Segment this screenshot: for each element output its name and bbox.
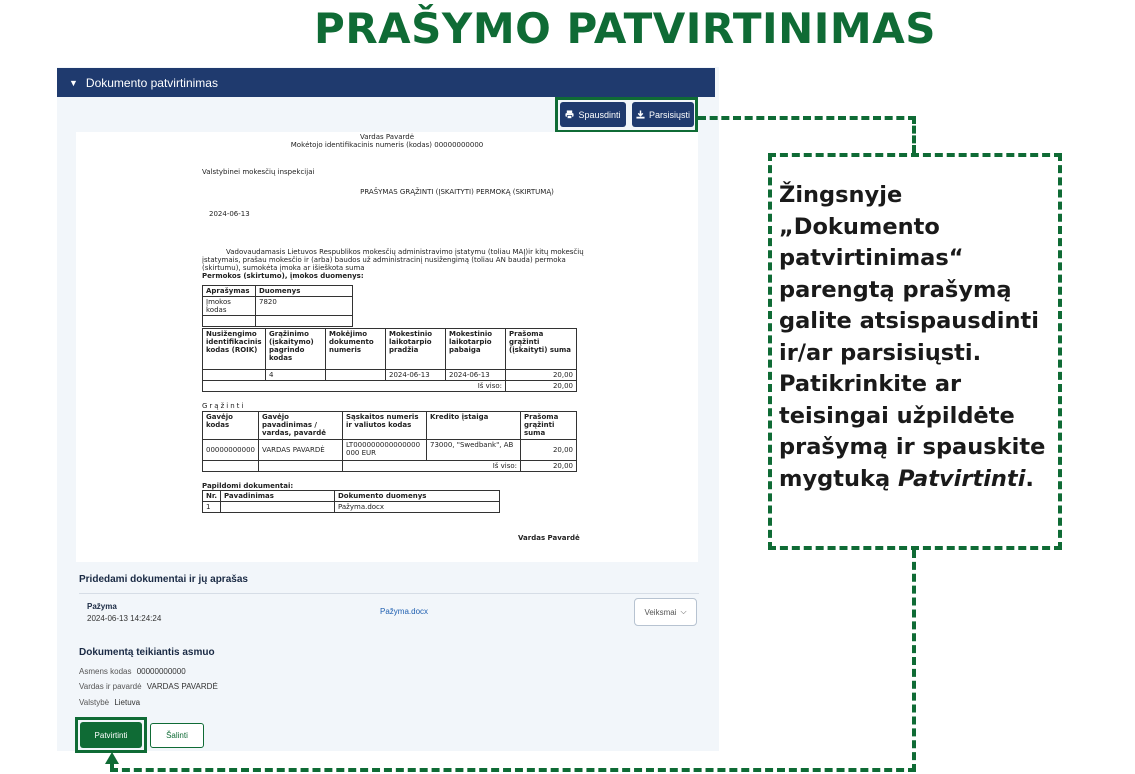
download-label: Parsisiųsti: [648, 109, 690, 120]
table-header: Mokėjimo dokumento numeris: [326, 329, 386, 370]
table-header: Duomenys: [256, 286, 353, 297]
callout-line: teisingai užpildėte: [779, 402, 1015, 429]
callout-text-part: .: [1025, 465, 1034, 492]
table-header: Nusižengimo identifikacinis kodas (ROIK): [203, 329, 266, 370]
table-cell: 1: [203, 502, 221, 513]
chevron-down-icon[interactable]: ▼: [69, 77, 78, 88]
panel-header[interactable]: [57, 68, 715, 97]
doc-body-line3: (skirtumu), sumokėta įmoka ar išieškota suma: [202, 264, 365, 272]
table-cell: [203, 370, 266, 381]
callout-emphasis: Patvirtinti: [897, 465, 1026, 492]
printer-icon: [565, 110, 574, 119]
doc-extra-docs-label: Papildomi dokumentai:: [202, 482, 294, 490]
table-header: Gavėjo kodas: [203, 412, 259, 440]
person-code-value: 00000000000: [136, 667, 186, 676]
table-cell: 20,00: [521, 440, 577, 461]
table-cell: 00000000000: [203, 440, 259, 461]
callout-line: ir/ar parsisiųsti.: [779, 339, 982, 366]
person-name-value: VARDAS PAVARDĖ: [146, 682, 218, 691]
person-code-label: Asmens kodas: [79, 667, 132, 676]
delete-button[interactable]: Šalinti: [150, 723, 204, 748]
callout-line: [779, 464, 1057, 496]
doc-body-line1: Vadovaudamasis Lietuvos Respublikos mokesčių administravimo įstatymu (toliau MAĮ)ir kitų mokesčių: [226, 248, 584, 256]
callout-line: Žingsnyje: [779, 182, 903, 208]
callout-text: [779, 180, 1057, 495]
connector-top-horizontal: [698, 116, 916, 120]
table-cell: 2024-06-13: [446, 370, 506, 381]
table-cell: 20,00: [506, 370, 577, 381]
person-code-row: [79, 667, 186, 676]
print-label: Spausdinti: [578, 109, 621, 120]
download-button[interactable]: [632, 102, 694, 127]
person-country-row: [79, 698, 140, 707]
callout-text-part: mygtuką: [779, 465, 898, 492]
table-cell: [256, 316, 353, 327]
person-country-label: Valstybė: [79, 698, 110, 707]
panel-header-label: Dokumento patvirtinimas: [85, 75, 218, 90]
table-cell: Pažyma.docx: [334, 502, 499, 513]
table-header: Mokestinio laikotarpio pabaiga: [446, 329, 506, 370]
doc-signature: Vardas Pavardė: [518, 534, 580, 542]
chevron-down-icon: ⌵: [680, 607, 687, 616]
overpayment-table: [202, 285, 353, 327]
total-value: 20,00: [521, 461, 577, 472]
print-button[interactable]: [560, 102, 626, 127]
doc-recipient: Valstybinei mokesčių inspekcijai: [202, 168, 315, 176]
table-cell: LT000000000000000 000 EUR: [343, 440, 427, 461]
doc-refund-label: Grąžinti: [202, 402, 246, 410]
attachment-date: 2024-06-13 14:24:24: [87, 614, 162, 623]
attachment-file-link[interactable]: Pažyma.docx: [380, 607, 429, 616]
attachments-title: Pridedami dokumentai ir jų aprašas: [79, 574, 248, 585]
document-preview: [76, 132, 698, 562]
doc-overpayment-label: Permokos (skirtumo), įmokos duomenys:: [202, 272, 364, 280]
table-cell: [326, 370, 386, 381]
connector-top-vertical: [912, 116, 916, 153]
submitter-title: Dokumentą teikiantis asmuo: [79, 647, 215, 658]
doc-date: 2024-06-13: [209, 210, 250, 218]
callout-line: galite atsispausdinti: [779, 308, 1040, 334]
table-cell: [220, 502, 334, 513]
attachments-divider: [79, 593, 699, 594]
connector-bottom-horizontal: [110, 768, 916, 772]
table-header: Grąžinimo (įskaitymo) pagrindo kodas: [266, 329, 326, 370]
download-icon: [636, 110, 645, 119]
connector-bottom-vertical: [912, 550, 916, 772]
table-cell: 73000, "Swedbank", AB: [427, 440, 521, 461]
table-header: Mokestinio laikotarpio pradžia: [386, 329, 446, 370]
table-cell: VARDAS PAVARDĖ: [259, 440, 343, 461]
doc-sender-name: Vardas Pavardė: [359, 133, 415, 141]
callout-line: „Dokumento: [779, 213, 940, 240]
refund-table: [202, 411, 577, 472]
total-value: 20,00: [506, 381, 577, 392]
table-header: Nr.: [203, 491, 221, 502]
person-name-label: Vardas ir pavardė: [79, 682, 142, 691]
table-header: Sąskaitos numeris ir valiutos kodas: [343, 412, 427, 440]
table-header: Prašoma grąžinti suma: [521, 412, 577, 440]
doc-taxpayer-id: Mokėtojo identifikacinis numeris (kodas) 00000000000: [290, 141, 484, 149]
page-title: PRAŠYMO PATVIRTINIMAS: [314, 4, 936, 53]
callout-line: patvirtinimas“: [779, 245, 964, 271]
confirm-button[interactable]: Patvirtinti: [80, 722, 142, 748]
callout-line: prašymą ir spauskite: [779, 434, 1046, 460]
table-cell: [259, 461, 343, 472]
table-header: Pavadinimas: [220, 491, 334, 502]
actions-label: Veiksmai: [644, 607, 677, 617]
actions-dropdown[interactable]: [634, 598, 697, 626]
table-cell: 7820: [256, 297, 353, 316]
total-label: Iš viso:: [343, 461, 521, 472]
extra-docs-table: [202, 490, 500, 513]
violation-table: [202, 328, 577, 392]
person-name-row: [79, 682, 218, 691]
table-header: Kredito įstaiga: [427, 412, 521, 440]
arrow-up-icon: [105, 752, 119, 764]
table-cell: [203, 461, 259, 472]
callout-line: Patikrinkite ar: [779, 371, 962, 397]
table-header: Gavėjo pavadinimas / vardas, pavardė: [259, 412, 343, 440]
table-cell: 4: [266, 370, 326, 381]
attachment-name: Pažyma: [87, 602, 117, 611]
total-label: Iš viso:: [203, 381, 506, 392]
table-header: Aprašymas: [203, 286, 256, 297]
doc-heading: PRAŠYMAS GRĄŽINTI (ĮSKAITYTI) PERMOKĄ (SKIRTUMĄ): [360, 188, 554, 196]
table-cell: Įmokos kodas: [203, 297, 256, 316]
doc-body-line2: įstatymais, prašau mokesčio ir (arba) baudos už administracinį nusižengimą (toliau AN bauda) permoka: [202, 256, 566, 264]
table-cell: 2024-06-13: [386, 370, 446, 381]
table-header: Prašoma grąžinti (įskaityti) suma: [506, 329, 577, 370]
table-header: Dokumento duomenys: [334, 491, 499, 502]
callout-line: parengtą prašymą: [779, 276, 1012, 303]
table-cell: [203, 316, 256, 327]
person-country-value: Lietuva: [114, 698, 141, 707]
